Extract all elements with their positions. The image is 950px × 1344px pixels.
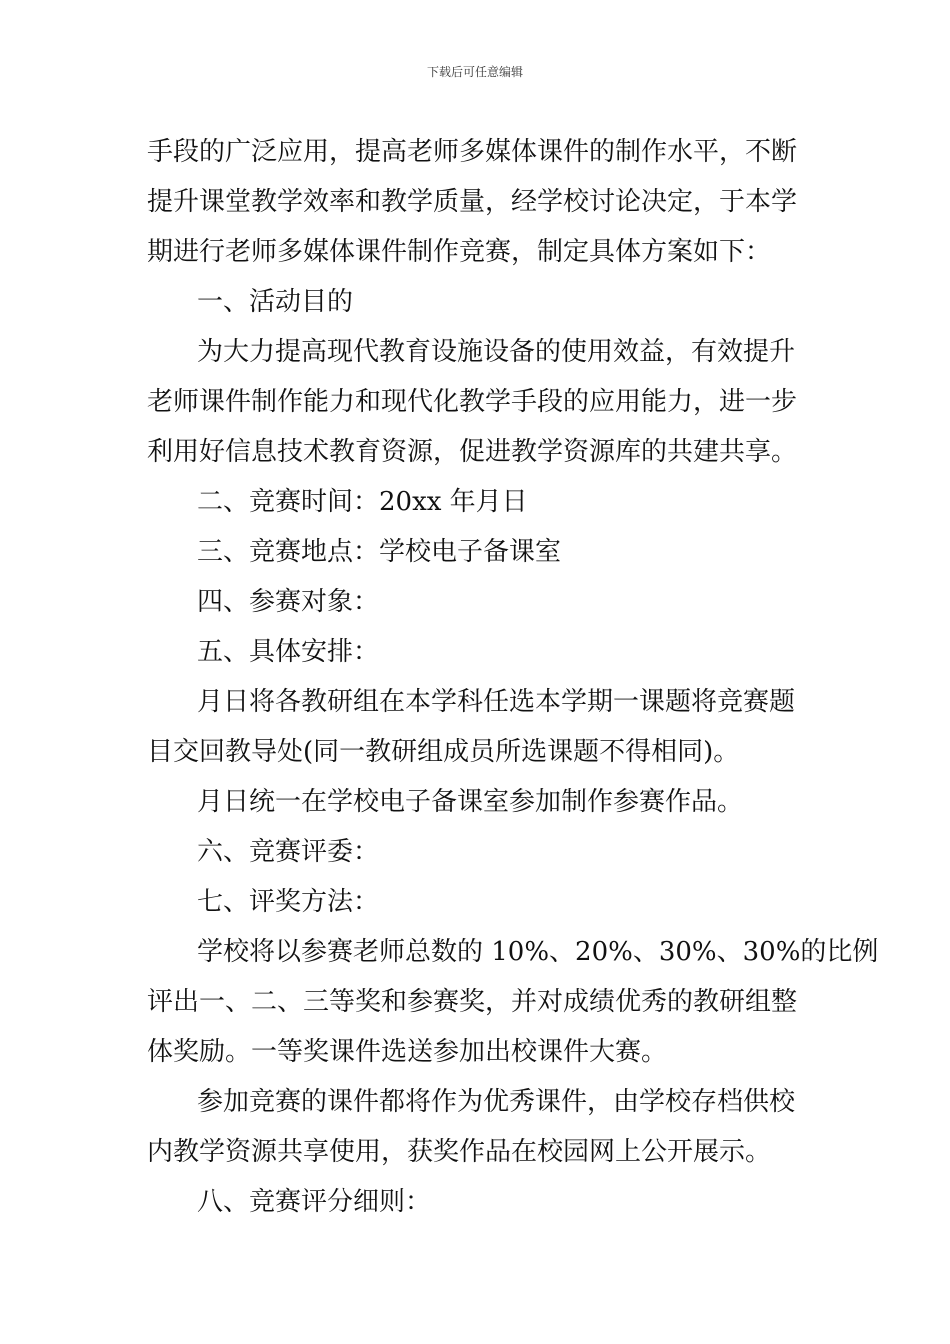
section-heading: 六、竞赛评委：: [197, 837, 380, 867]
text-line: 提升课堂教学效率和教学质量，经学校讨论决定，于本学: [147, 187, 798, 217]
section-heading: 三、竞赛地点：学校电子备课室: [197, 537, 562, 567]
text-line: 月日统一在学校电子备课室参加制作参赛作品。: [197, 787, 744, 817]
text-line: 手段的广泛应用，提高老师多媒体课件的制作水平，不断: [147, 137, 798, 167]
section-heading: 四、参赛对象：: [197, 587, 380, 617]
text-line: 月日将各教研组在本学科任选本学期一课题将竞赛题: [197, 687, 796, 717]
document-body: [147, 127, 879, 1227]
section-heading: 八、竞赛评分细则：: [197, 1187, 432, 1217]
page-header: 下载后可任意编辑: [426, 65, 523, 79]
text-line: 目交回教导处(同一教研组成员所选课题不得相同)。: [147, 737, 740, 767]
section-heading: 二、竞赛时间：20xx 年月日: [197, 487, 528, 517]
section-heading: 一、活动目的: [197, 287, 354, 317]
section-heading: 七、评奖方法：: [197, 887, 380, 917]
section-heading: 五、具体安排：: [197, 637, 380, 667]
text-line: 评出一、二、三等奖和参赛奖，并对成绩优秀的教研组整: [147, 987, 798, 1017]
text-line: 利用好信息技术教育资源，促进教学资源库的共建共享。: [147, 437, 798, 467]
text-line: 学校将以参赛老师总数的 10%、20%、30%、30%的比例: [197, 937, 879, 967]
text-line: 参加竞赛的课件都将作为优秀课件，由学校存档供校: [197, 1087, 796, 1117]
text-line: 老师课件制作能力和现代化教学手段的应用能力，进一步: [147, 387, 798, 417]
text-line: 期进行老师多媒体课件制作竞赛，制定具体方案如下：: [147, 237, 772, 267]
text-line: 内教学资源共享使用，获奖作品在校园网上公开展示。: [147, 1137, 772, 1167]
text-line: 为大力提高现代教育设施设备的使用效益，有效提升: [197, 337, 796, 367]
text-line: 体奖励。一等奖课件选送参加出校课件大赛。: [147, 1037, 668, 1067]
